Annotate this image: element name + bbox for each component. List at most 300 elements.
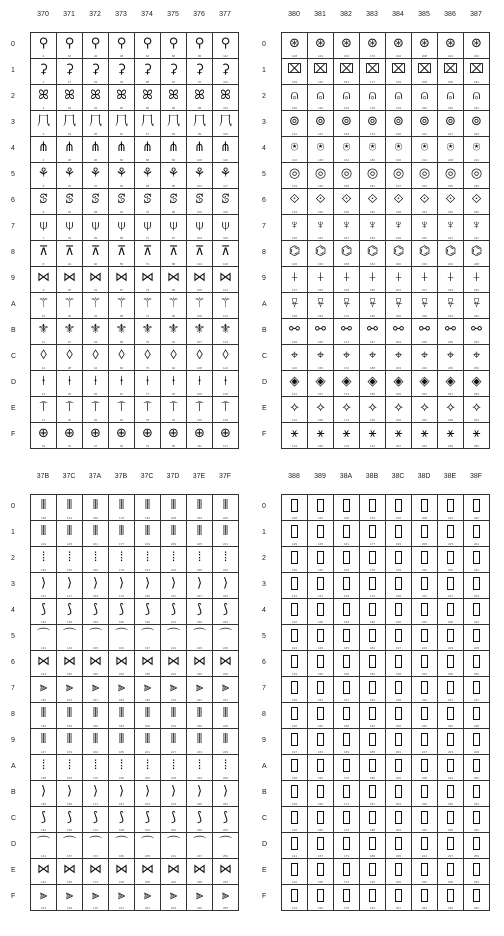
missing-glyph-box [447, 525, 454, 538]
glyph-cell [135, 137, 161, 163]
glyph: ⟆ [40, 809, 47, 824]
glyph-cell [334, 189, 360, 215]
glyph-cell [360, 241, 386, 267]
glyph-code-number: 149 [317, 184, 323, 188]
glyph: ⚳ [38, 61, 49, 76]
glyph: ⋔ [116, 139, 127, 154]
row-header: 1 [262, 67, 266, 74]
glyph-code-number: 115 [223, 132, 228, 136]
glyph-cell [308, 59, 334, 85]
glyph-cell [464, 729, 490, 755]
glyph: ⋈ [115, 653, 128, 668]
glyph: ⌒ [88, 835, 102, 850]
glyph-cell [57, 521, 83, 547]
glyph-code-number: 186 [369, 314, 375, 318]
glyph-cell [135, 547, 161, 573]
glyph-cell [282, 397, 308, 423]
glyph-code-number: 99 [197, 132, 202, 136]
glyph-cell [386, 215, 412, 241]
glyph-code-number: 97 [197, 80, 202, 84]
missing-glyph-box [421, 811, 428, 824]
glyph-cell [438, 397, 464, 423]
missing-glyph-box [317, 655, 324, 668]
glyph-cell [334, 267, 360, 293]
glyph-cell [334, 729, 360, 755]
glyph: ⊛ [419, 35, 430, 50]
glyph-cell [282, 345, 308, 371]
row-headers [259, 32, 279, 448]
glyph: ⍑ [39, 399, 48, 414]
missing-glyph-box [291, 759, 298, 772]
glyph-cell [161, 59, 187, 85]
glyph-cell [360, 885, 386, 911]
glyph-cell [464, 163, 490, 189]
glyph-code-number: 8 [42, 262, 45, 266]
row-header: 0 [262, 41, 266, 48]
glyph-cell [161, 163, 187, 189]
glyph-cell [308, 859, 334, 885]
glyph-cell [334, 495, 360, 521]
glyph-cell [57, 137, 83, 163]
glyph-cell [31, 885, 57, 911]
glyph-code-number: 194 [144, 568, 150, 572]
glyph-cell [213, 33, 239, 59]
glyph-code-number: 184 [118, 724, 124, 728]
glyph-code-number: 117 [223, 184, 228, 188]
glyph: ♆ [289, 217, 300, 232]
glyph: ⋈ [141, 269, 154, 284]
glyph-cell [109, 495, 135, 521]
glyph-code-number: 131 [291, 132, 297, 136]
glyph: ꕤ [116, 87, 127, 102]
glyph-cell [360, 781, 386, 807]
missing-glyph-box [369, 603, 376, 616]
glyph: ⍫ [394, 295, 403, 310]
glyph: ⋔ [142, 139, 153, 154]
glyph-cell [213, 573, 239, 599]
glyph: ◈ [393, 373, 404, 388]
row-header: 6 [11, 197, 15, 204]
glyph: ⌖ [316, 347, 325, 362]
glyph-code-number: 227 [196, 594, 202, 598]
glyph-code-number: 156 [66, 828, 72, 832]
glyph-code-number: 162 [92, 568, 98, 572]
glyph-cell [83, 85, 109, 111]
glyph-code-number: 66 [145, 106, 150, 110]
glyph: ⁞ [223, 757, 228, 772]
glyph-cell [412, 625, 438, 651]
missing-glyph-box [447, 863, 454, 876]
glyph-cell [464, 859, 490, 885]
glyph: ⊼ [64, 243, 75, 258]
glyph-code-number: 161 [343, 80, 349, 84]
missing-glyph-box [291, 629, 298, 642]
glyph: ⫴ [170, 523, 177, 538]
glyph: ⌒ [62, 835, 76, 850]
glyph: ⍭ [368, 269, 377, 284]
glyph-code-number: 50 [119, 106, 124, 110]
glyph-code-number: 179 [369, 132, 375, 136]
glyph-code-number: 142 [291, 418, 297, 422]
glyph-code-number: 164 [92, 620, 98, 624]
glyph-code-number: 211 [422, 132, 427, 136]
glyph-cell [386, 397, 412, 423]
glyph-code-number: 249 [473, 288, 479, 292]
glyph: ⦀ [144, 705, 151, 720]
glyph-cell [57, 241, 83, 267]
glyph: ◎ [288, 165, 301, 180]
glyph-code-number: 158 [317, 418, 323, 422]
glyph: ⚹ [446, 425, 455, 440]
glyph-code-number: 237 [447, 854, 453, 858]
glyph-grid [30, 32, 239, 449]
glyph-cell [308, 807, 334, 833]
glyph-cell [187, 807, 213, 833]
glyph-cell [109, 423, 135, 449]
glyph-cell [386, 677, 412, 703]
glyph-code-number: 210 [421, 106, 427, 110]
glyph-code-number: 87 [171, 236, 176, 240]
glyph: ⊼ [38, 243, 49, 258]
glyph: ⟡ [342, 399, 351, 414]
glyph: ⊼ [116, 243, 127, 258]
glyph: ⍦ [143, 217, 152, 232]
glyph: ⫸ [91, 679, 100, 694]
glyph-code-number: 252 [473, 366, 479, 370]
glyph: ⁞ [223, 549, 228, 564]
glyph-cell [109, 241, 135, 267]
column-header: 37B [36, 473, 50, 480]
glyph: ⋈ [89, 269, 102, 284]
glyph-cell [161, 781, 187, 807]
glyph-cell [83, 241, 109, 267]
glyph-cell [412, 293, 438, 319]
glyph: ⫴ [66, 523, 73, 538]
glyph: ⍑ [91, 399, 100, 414]
glyph-code-number: 239 [447, 444, 453, 448]
glyph: ⦀ [66, 497, 73, 512]
glyph-cell [464, 293, 490, 319]
glyph-cell [438, 163, 464, 189]
glyph-cell [109, 345, 135, 371]
glyph-cell [334, 319, 360, 345]
glyph-code-number: 169 [92, 750, 98, 754]
missing-glyph-box [343, 785, 350, 798]
glyph-code-number: 15 [41, 444, 46, 448]
glyph-code-number: 188 [369, 366, 375, 370]
glyph: ⟆ [196, 601, 203, 616]
glyph-cell [109, 677, 135, 703]
glyph-cell [282, 111, 308, 137]
glyph: ⟩ [40, 575, 47, 590]
glyph-code-number: 203 [144, 802, 150, 806]
glyph: ⌬ [392, 243, 405, 258]
glyph: ⊚ [393, 113, 404, 128]
glyph: ⌒ [88, 627, 102, 642]
missing-glyph-box [291, 655, 298, 668]
glyph-code-number: 71 [145, 236, 150, 240]
glyph: ⺇ [140, 113, 154, 128]
glyph-code-number: 141 [291, 854, 297, 858]
glyph: ⺇ [218, 113, 232, 128]
missing-glyph-box [421, 863, 428, 876]
glyph: ⌒ [218, 835, 232, 850]
glyph-cell [187, 189, 213, 215]
glyph-code-number: 190 [118, 880, 124, 884]
glyph: ⚹ [342, 425, 351, 440]
glyph-cell [57, 807, 83, 833]
glyph-code-number: 185 [118, 750, 124, 754]
glyph-cell [213, 651, 239, 677]
missing-glyph-box [291, 681, 298, 694]
glyph: ♆ [341, 217, 352, 232]
glyph-cell [438, 189, 464, 215]
glyph-code-number: 67 [145, 132, 150, 136]
glyph: ⫴ [92, 523, 99, 538]
glyph-cell [412, 573, 438, 599]
glyph-code-number: 43 [93, 340, 98, 344]
glyph-code-number: 226 [447, 568, 453, 572]
glyph-code-number: 131 [291, 594, 297, 598]
glyph: ⍟ [342, 139, 351, 154]
glyph-cell [360, 267, 386, 293]
glyph: ꕷ [39, 191, 48, 206]
glyph-code-number: 206 [395, 418, 401, 422]
glyph-code-number: 82 [171, 106, 176, 110]
glyph: ⌧ [469, 61, 484, 76]
glyph: ⍦ [65, 217, 74, 232]
missing-glyph-box [291, 551, 298, 564]
glyph-cell [57, 495, 83, 521]
glyph-code-number: 219 [421, 802, 427, 806]
glyph: ⺇ [192, 113, 206, 128]
glyph: ⊚ [445, 113, 456, 128]
glyph-code-number: 224 [447, 516, 453, 520]
glyph: ⫸ [169, 679, 178, 694]
glyph-code-number: 179 [369, 594, 375, 598]
glyph: ⋈ [37, 269, 50, 284]
glyph-cell [31, 755, 57, 781]
glyph-code-number: 255 [473, 444, 479, 448]
glyph-code-number: 166 [343, 672, 349, 676]
glyph-cell [308, 423, 334, 449]
glyph: ⫸ [221, 679, 230, 694]
missing-glyph-box [473, 629, 480, 642]
glyph-code-number: 216 [421, 724, 427, 728]
row-header: 2 [262, 93, 266, 100]
glyph-code-number: 238 [196, 880, 202, 884]
glyph-cell [438, 293, 464, 319]
glyph-cell [31, 521, 57, 547]
glyph: ⟆ [92, 809, 99, 824]
glyph-cell [308, 703, 334, 729]
glyph-cell [109, 59, 135, 85]
glyph: ⍑ [65, 399, 74, 414]
glyph-code-number: 234 [196, 776, 202, 780]
glyph-cell [187, 599, 213, 625]
row-header: 5 [262, 171, 266, 178]
missing-glyph-box [473, 785, 480, 798]
glyph-code-number: 130 [40, 568, 46, 572]
missing-glyph-box [395, 577, 402, 590]
glyph-cell [109, 111, 135, 137]
glyph-cell [308, 371, 334, 397]
glyph-code-number: 185 [369, 750, 375, 754]
glyph-cell [438, 859, 464, 885]
glyph-cell [386, 521, 412, 547]
glyph-code-number: 144 [66, 516, 72, 520]
glyph-cell [412, 755, 438, 781]
glyph-cell [412, 703, 438, 729]
glyph-code-number: 164 [343, 158, 349, 162]
row-header: 1 [11, 529, 15, 536]
missing-glyph-box [369, 707, 376, 720]
glyph-cell [161, 241, 187, 267]
glyph-code-number: 170 [92, 776, 98, 780]
glyph-code-number: 26 [67, 314, 72, 318]
glyph-cell [187, 137, 213, 163]
glyph: ⺇ [62, 113, 76, 128]
glyph-code-number: 137 [291, 750, 297, 754]
glyph: ⫴ [196, 731, 203, 746]
glyph-code-number: 25 [67, 288, 72, 292]
glyph-code-number: 59 [119, 340, 124, 344]
glyph-cell [360, 651, 386, 677]
glyph-cell [187, 625, 213, 651]
glyph-code-number: 213 [421, 184, 427, 188]
glyph: ⚜ [219, 321, 232, 336]
glyph-code-number: 180 [369, 620, 375, 624]
glyph-cell [360, 755, 386, 781]
glyph: ⦀ [144, 497, 151, 512]
glyph: ⊚ [471, 113, 482, 128]
missing-glyph-box [291, 863, 298, 876]
glyph: ⦀ [40, 497, 47, 512]
glyph: ⊕ [194, 425, 205, 440]
glyph-cell [386, 859, 412, 885]
glyph-code-number: 243 [473, 132, 479, 136]
missing-glyph-box [369, 733, 376, 746]
glyph: ⦀ [196, 705, 203, 720]
glyph-cell [187, 859, 213, 885]
glyph: ⟆ [66, 809, 73, 824]
glyph-cell [31, 137, 57, 163]
glyph-cell [308, 521, 334, 547]
glyph-cell [213, 241, 239, 267]
glyph-cell [334, 833, 360, 859]
column-header: 371 [63, 11, 75, 18]
missing-glyph-box [369, 681, 376, 694]
column-header: 37C [140, 473, 154, 480]
missing-glyph-box [343, 655, 350, 668]
glyph: ꕺ [169, 347, 178, 362]
row-header: 6 [262, 659, 266, 666]
glyph-code-number: 165 [343, 184, 349, 188]
glyph-code-number: 172 [92, 828, 98, 832]
glyph-cell [386, 547, 412, 573]
glyph: ⫸ [39, 887, 48, 902]
glyph: ♆ [315, 217, 326, 232]
row-header: F [11, 431, 16, 438]
column-header: 389 [314, 473, 326, 480]
glyph-cell [187, 521, 213, 547]
glyph: ⌖ [446, 347, 455, 362]
glyph-cell [213, 423, 239, 449]
glyph-code-number: 167 [343, 698, 349, 702]
glyph-cell [464, 111, 490, 137]
glyph-code-number: 132 [291, 620, 297, 624]
missing-glyph-box [473, 863, 480, 876]
glyph-code-number: 128 [291, 516, 297, 520]
glyph-code-number: 219 [421, 340, 427, 344]
glyph-code-number: 55 [119, 236, 124, 240]
glyph-cell [213, 521, 239, 547]
glyph: ⊛ [315, 35, 326, 50]
glyph-code-number: 237 [196, 854, 202, 858]
glyph-code-number: 92 [171, 366, 176, 370]
glyph-code-number: 145 [317, 542, 323, 546]
glyph: ⌧ [443, 61, 458, 76]
row-header: 9 [262, 737, 266, 744]
glyph: ⫸ [117, 887, 126, 902]
glyph-cell [412, 137, 438, 163]
glyph-cell [187, 215, 213, 241]
glyph-code-number: 151 [317, 236, 323, 240]
glyph-cell [360, 729, 386, 755]
glyph-code-number: 199 [144, 698, 150, 702]
glyph-cell [31, 651, 57, 677]
column-header: 37D [166, 473, 180, 480]
row-header: E [262, 867, 267, 874]
glyph-cell [438, 807, 464, 833]
glyph: ꕺ [117, 347, 126, 362]
glyph-code-number: 21 [67, 184, 72, 188]
row-headers [8, 494, 28, 910]
glyph-cell [161, 677, 187, 703]
glyph-code-number: 122 [222, 314, 228, 318]
glyph-cell [360, 677, 386, 703]
glyph: ⋈ [219, 269, 232, 284]
glyph-cell [31, 599, 57, 625]
glyph-cell [135, 781, 161, 807]
glyph-code-number: 98 [197, 106, 202, 110]
glyph-code-number: 227 [447, 132, 453, 136]
glyph: ⟐ [315, 191, 326, 206]
glyph-code-number: 188 [118, 828, 124, 832]
row-header: A [11, 301, 16, 308]
column-header: 381 [314, 11, 326, 18]
row-header: D [262, 379, 268, 386]
glyph-cell [187, 703, 213, 729]
glyph-cell [187, 651, 213, 677]
glyph-cell [386, 137, 412, 163]
glyph-cell [109, 397, 135, 423]
glyph-code-number: 155 [317, 340, 323, 344]
glyph-cell [282, 319, 308, 345]
glyph-code-number: 231 [447, 236, 453, 240]
glyph-cell [83, 833, 109, 859]
missing-glyph-box [343, 733, 350, 746]
glyph-cell [187, 59, 213, 85]
glyph-cell [386, 651, 412, 677]
glyph-code-number: 173 [343, 392, 349, 396]
glyph-code-number: 149 [66, 646, 72, 650]
row-header: 3 [262, 581, 266, 588]
glyph-code-number: 216 [170, 724, 176, 728]
glyph-code-number: 100 [196, 158, 202, 162]
glyph: ⋈ [167, 653, 180, 668]
missing-glyph-box [291, 707, 298, 720]
